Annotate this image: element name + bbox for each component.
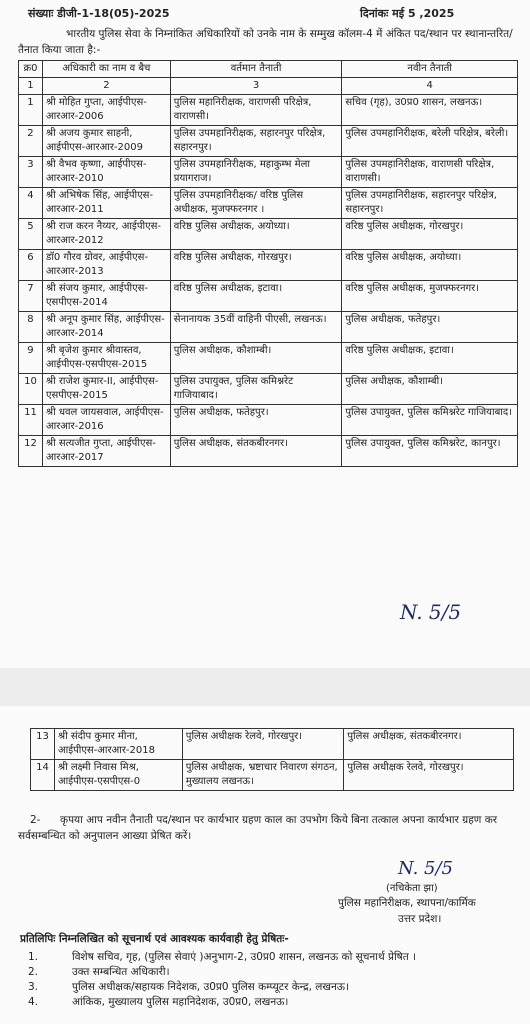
table-row	[31, 729, 514, 760]
list-number: 4.	[28, 996, 39, 1008]
new-posting: वरिष्ठ पुलिस अधीक्षक, इटावा।	[342, 343, 518, 374]
row-serial: 9	[19, 343, 43, 374]
table-row	[19, 436, 518, 467]
row-serial: 2	[19, 126, 43, 157]
table-row	[19, 250, 518, 281]
list-text: उक्त सम्बन्धित अधिकारी।	[72, 966, 170, 978]
col-number: 2	[42, 78, 170, 95]
list-item	[28, 980, 524, 995]
signatory-designation: पुलिस महानिरीक्षक, स्थापना/कार्मिक	[338, 897, 476, 909]
current-posting: वरिष्ठ पुलिस अधीक्षक, इटावा।	[170, 281, 342, 312]
list-item	[28, 995, 524, 1010]
list-item	[28, 950, 524, 965]
col-header-serial: क्र0	[19, 61, 43, 78]
current-posting: पुलिस अधीक्षक, फतेहपुर।	[170, 405, 342, 436]
officer-name: श्री धवल जायसवाल, आईपीएस-आरआर-2016	[42, 405, 170, 436]
reference-number: संख्याः डीजी-1-18(05)-2025	[28, 7, 170, 20]
paragraph-text: कृपया आप नवीन तैनाती पद/स्थान पर कार्यभार ग्रहण काल का उपभोग किये बिना तत्काल अपना कार्यभार ग्रहण कर सर्वसम्बन्धित को अनुपालन आख्या प्रेषित करें।	[18, 814, 498, 842]
current-posting: पुलिस उपमहानिरीक्षक, सहारनपुर परिक्षेत्र, सहारनपुर।	[170, 126, 342, 157]
new-posting: वरिष्ठ पुलिस अधीक्षक, अयोध्या।	[342, 250, 518, 281]
cc-list	[28, 950, 524, 1010]
new-posting: वरिष्ठ पुलिस अधीक्षक, गोरखपुर।	[342, 219, 518, 250]
paragraph-number: 2-	[30, 814, 41, 826]
table-row	[19, 188, 518, 219]
column-number-row	[19, 78, 518, 95]
officer-name: श्री अजय कुमार साहनी, आईपीएस-आरआर-2009	[42, 126, 170, 157]
list-item	[28, 965, 524, 980]
new-posting: पुलिस उपमहानिरीक्षक, बरेली परिक्षेत्र, बरेली।	[342, 126, 518, 157]
table-row	[19, 343, 518, 374]
new-posting: पुलिस अधीक्षक, फतेहपुर।	[342, 312, 518, 343]
list-text: पुलिस अधीक्षक/सहायक निदेशक, उ0प्र0 पुलिस कम्प्यूटर केन्द्र, लखनऊ।	[72, 981, 350, 993]
table-row	[19, 219, 518, 250]
signature-scribble: N. 5/5	[398, 858, 454, 879]
table-row	[19, 126, 518, 157]
col-number: 3	[170, 78, 342, 95]
table-row	[31, 760, 514, 791]
row-serial: 10	[19, 374, 43, 405]
col-header-officer: अधिकारी का नाम व बैच	[42, 61, 170, 78]
current-posting: पुलिस अधीक्षक रेलवे, गोरखपुर।	[182, 729, 344, 760]
list-number: 3.	[28, 981, 39, 993]
row-serial: 8	[19, 312, 43, 343]
row-serial: 7	[19, 281, 43, 312]
new-posting: पुलिस उपायुक्त, पुलिस कमिश्नरेट, कानपुर।	[342, 436, 518, 467]
row-serial: 1	[19, 95, 43, 126]
new-posting: सचिव (गृह), उ0प्र0 शासन, लखनऊ।	[342, 95, 518, 126]
officer-name: श्री मोहित गुप्ता, आईपीएस-आरआर-2006	[42, 95, 170, 126]
row-serial: 12	[19, 436, 43, 467]
current-posting: वरिष्ठ पुलिस अधीक्षक, अयोध्या।	[170, 219, 342, 250]
row-serial: 11	[19, 405, 43, 436]
current-posting: पुलिस अधीक्षक, भ्रष्टाचार निवारण संगठन, मुख्यालय लखनऊ।	[182, 760, 344, 791]
officer-name: श्री संदीप कुमार मीना, आईपीएस-आरआर-2018	[54, 729, 182, 760]
new-posting: पुलिस उपमहानिरीक्षक, वाराणसी परिक्षेत्र, वाराणसी।	[342, 157, 518, 188]
officer-name: श्री लक्ष्मी निवास मिश्र, आईपीएस-एसपीएस-0	[54, 760, 182, 791]
current-posting: पुलिस उपमहानिरीक्षक, महाकुम्भ मेला प्रयागराज।	[170, 157, 342, 188]
current-posting: पुलिस अधीक्षक, संतकबीरनगर।	[170, 436, 342, 467]
signatory-name: (नचिकेता झा)	[386, 883, 438, 894]
cc-heading: प्रतिलिपिः निम्नलिखित को सूचनार्थ एवं आवश्यक कार्यवाही हेतु प्रेषितः-	[20, 933, 289, 945]
officer-name: श्री अनूप कुमार सिंह, आईपीएस-आरआर-2014	[42, 312, 170, 343]
officer-name: श्री अभिषेक सिंह, आईपीएस-आरआर-2011	[42, 188, 170, 219]
intro-paragraph: भारतीय पुलिस सेवा के निम्नांकित अधिकारियों को उनके नाम के सम्मुख कॉलम-4 में अंकित पद/स्थान पर स्थानान्तरित/तैनात किया जाता है:-	[18, 28, 513, 56]
row-serial: 4	[19, 188, 43, 219]
current-posting: वरिष्ठ पुलिस अधीक्षक, गोरखपुर।	[170, 250, 342, 281]
page-break	[0, 668, 530, 706]
row-serial: 14	[31, 760, 55, 791]
table-row	[19, 281, 518, 312]
officer-name: श्री राजेश कुमार-II, आईपीएस-एसपीएस-2015	[42, 374, 170, 405]
signatory-state: उत्तर प्रदेश।	[398, 913, 442, 925]
row-serial: 3	[19, 157, 43, 188]
list-number: 1.	[28, 951, 39, 963]
row-serial: 5	[19, 219, 43, 250]
col-number: 4	[342, 78, 518, 95]
new-posting: पुलिस अधीक्षक रेलवे, गोरखपुर।	[344, 760, 514, 791]
officer-name: श्री सत्यजीत गुप्ता, आईपीएस-आरआर-2017	[42, 436, 170, 467]
officer-name: श्री संजय कुमार, आईपीएस-एसपीएस-2014	[42, 281, 170, 312]
current-posting: पुलिस उपमहानिरीक्षक/ वरिष्ठ पुलिस अधीक्षक, मुजफ्फरनगर ।	[170, 188, 342, 219]
order-date: दिनांकः मई 5 ,2025	[360, 7, 455, 20]
new-posting: पुलिस अधीक्षक, संतकबीरनगर।	[344, 729, 514, 760]
current-posting: सेनानायक 35वीं वाहिनी पीएसी, लखनऊ।	[170, 312, 342, 343]
officer-name: श्री बृजेश कुमार श्रीवास्तव, आईपीएस-एसपीएस-2015	[42, 343, 170, 374]
new-posting: पुलिस अधीक्षक, कौशाम्बी।	[342, 374, 518, 405]
new-posting: वरिष्ठ पुलिस अधीक्षक, मुजफ्फरनगर।	[342, 281, 518, 312]
table-row	[19, 405, 518, 436]
officer-name: श्री वैभव कृष्णा, आईपीएस-आरआर-2010	[42, 157, 170, 188]
table-row	[19, 95, 518, 126]
current-posting: पुलिस उपायुक्त, पुलिस कमिश्नरेट गाजियाबाद।	[170, 374, 342, 405]
col-number: 1	[19, 78, 43, 95]
table-row	[19, 312, 518, 343]
table-row	[19, 374, 518, 405]
row-serial: 13	[31, 729, 55, 760]
new-posting: पुलिस उपमहानिरीक्षक, सहारनपुर परिक्षेत्र, सहारनपुर।	[342, 188, 518, 219]
initials-signature: N. 5/5	[400, 600, 462, 624]
list-number: 2.	[28, 966, 39, 978]
instruction-paragraph	[18, 812, 518, 844]
new-posting: पुलिस उपायुक्त, पुलिस कमिश्नरेट गाजियाबाद।	[342, 405, 518, 436]
transfer-table-continued	[30, 728, 514, 791]
officer-name: डॉ0 गौरव ग्रोवर, आईपीएस-आरआर-2013	[42, 250, 170, 281]
transfer-table	[18, 60, 518, 467]
col-header-new: नवीन तैनाती	[342, 61, 518, 78]
row-serial: 6	[19, 250, 43, 281]
list-text: आंकिक, मुख्यालय पुलिस महानिदेशक, उ0प्र0, लखनऊ।	[72, 996, 289, 1008]
table-row	[19, 157, 518, 188]
current-posting: पुलिस अधीक्षक, कौशाम्बी।	[170, 343, 342, 374]
col-header-current: वर्तमान तैनाती	[170, 61, 342, 78]
table-header-row	[19, 61, 518, 78]
officer-name: श्री राज करन नैय्यर, आईपीएस-आरआर-2012	[42, 219, 170, 250]
list-text: विशेष सचिव, गृह, (पुलिस सेवाएं )अनुभाग-2, उ0प्र0 शासन, लखनऊ को सूचनार्थ प्रेषित ।	[72, 951, 417, 963]
current-posting: पुलिस महानिरीक्षक, वाराणसी परिक्षेत्र, वाराणसी।	[170, 95, 342, 126]
